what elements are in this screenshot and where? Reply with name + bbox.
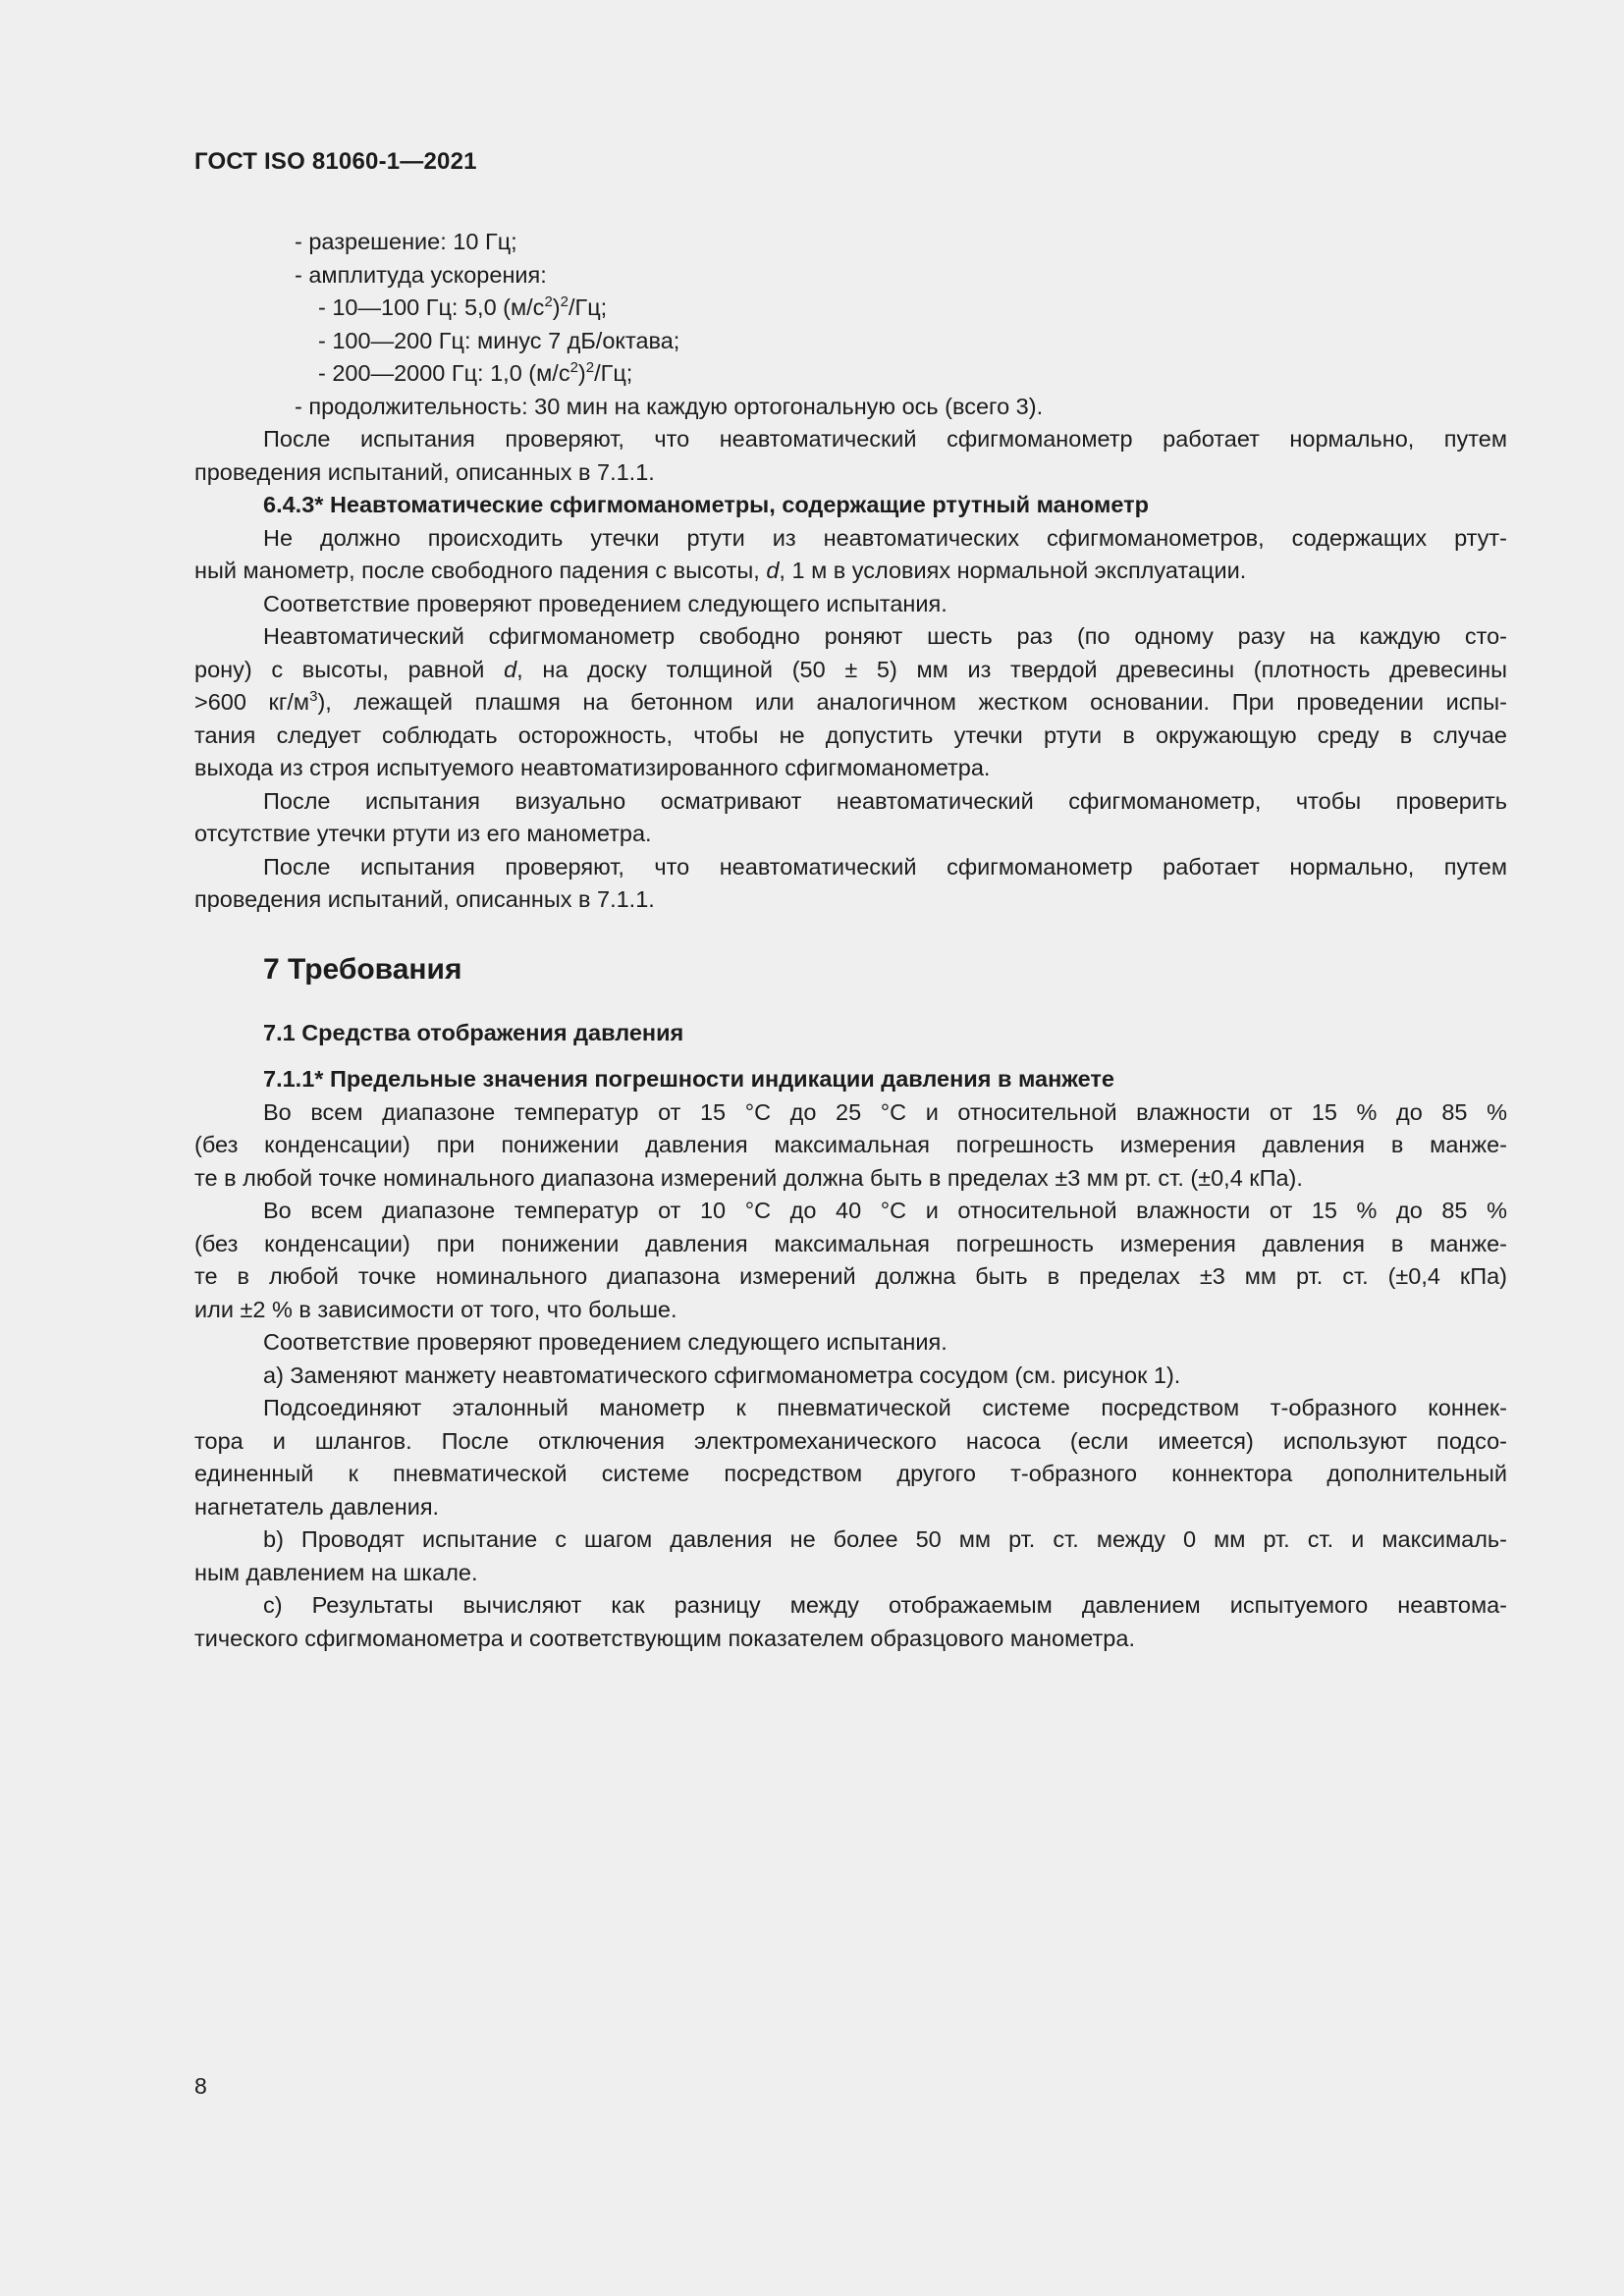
paragraph-line: Неавтоматический сфигмоманометр свободно роняют шесть раз (по одному разу на каждую сто- [263,623,1507,649]
paragraph-line: тания следует соблюдать осторожность, чтобы не допустить утечки ртути в окружающую среду в случае [194,721,1507,748]
paragraph-line: тического сфигмоманометра и соответствующим показателем образцового манометра. [194,1625,1135,1651]
paragraph-line: После испытания визуально осматривают неавтоматический сфигмоманометр, чтобы проверить [263,787,1507,814]
paragraph-line: проведения испытаний, описанных в 7.1.1. [194,886,655,912]
paragraph-line: Соответствие проверяют проведением следующего испытания. [263,590,947,616]
paragraph-line: те в любой точке номинального диапазона измерений должна быть в пределах ±3 мм рт. ст. (±0,4 кПа) [194,1263,1507,1289]
document-body [194,226,1507,1655]
paragraph-line: те в любой точке номинального диапазона измерений должна быть в пределах ±3 мм рт. ст. (±0,4 кПа). [194,1164,1303,1191]
paragraph-line: После испытания проверяют, что неавтоматический сфигмоманометр работает нормально, путем [263,853,1507,880]
paragraph-line: рону) с высоты, равной d, на доску толщиной (50 ± 5) мм из твердой древесины (плотность древесины [194,656,1507,682]
list-item: - разрешение: 10 Гц; [295,229,517,254]
paragraph-line: Подсоединяют эталонный манометр к пневматической системе посредством т-образного коннек- [263,1395,1507,1420]
paragraph-line: После испытания проверяют, что неавтоматический сфигмоманометр работает нормально, путем [263,426,1507,452]
paragraph-line: тора и шлангов. После отключения электромеханического насоса (если имеется) используют подсо- [194,1427,1507,1454]
list-item: - 10—100 Гц: 5,0 $(м/с^2)^2/Гц$; [318,294,608,320]
section-heading-7-1: 7.1 Средства отображения давления [263,1019,684,1045]
paragraph-line: отсутствие утечки ртути из его манометра. [194,821,652,846]
paragraph-line: ным давлением на шкале. [194,1559,478,1585]
paragraph-line: (без конденсации) при понижении давления максимальная погрешность измерения давления в манже- [194,1132,1507,1157]
paragraph-line: проведения испытаний, описанных в 7.1.1. [194,458,655,485]
paragraph-line: >600 $кг/м^3$), лежащей плашмя на бетонном или аналогичном жестком основании. При проведении испы- [194,688,1507,715]
list-item: - амплитуда ускорения: [295,261,547,288]
document-header: ГОСТ ISO 81060-1—2021 [194,148,477,175]
section-heading-7-1-1: 7.1.1* Предельные значения погрешности индикации давления в манжете [263,1066,1114,1092]
paragraph-line: нагнетатель давления. [194,1493,440,1520]
paragraph-line: выхода из строя испытуемого неавтоматизированного сфигмоманометра. [194,755,991,780]
paragraph-line: Не должно происходить утечки ртути из неавтоматических сфигмоманометров, содержащих ртут- [263,524,1507,551]
paragraph-line: (без конденсации) при понижении давления максимальная погрешность измерения давления в манже- [194,1230,1507,1256]
paragraph-line: или ±2 % в зависимости от того, что больше. [194,1296,677,1322]
list-item: - продолжительность: 30 мин на каждую ортогональную ось (всего 3). [295,393,1044,419]
list-item: - 100—200 Гц: минус 7 дБ/октава; [318,327,680,353]
paragraph-line: a) Заменяют манжету неавтоматического сфигмоманометра сосудом (см. рисунок 1). [263,1362,1181,1388]
section-heading-7: 7 Требования [263,952,462,986]
paragraph-line: Во всем диапазоне температур от 10 °С до 40 °С и относительной влажности от 15 % до 85 % [263,1198,1507,1223]
paragraph-line: c) Результаты вычисляют как разницу между отображаемым давлением испытуемого неавтома- [263,1592,1507,1618]
list-item: - 200—2000 Гц: 1,0 $(м/с^2)^2/Гц$; [318,359,633,386]
paragraph-line: Соответствие проверяют проведением следующего испытания. [263,1329,947,1355]
page-number: 8 [194,2073,207,2099]
paragraph-line: b) Проводят испытание с шагом давления не более 50 мм рт. ст. между 0 мм рт. ст. и максималь- [263,1526,1507,1552]
paragraph-line: ный манометр, после свободного падения с высоты, d, 1 м в условиях нормальной эксплуатации. [194,558,1247,583]
paragraph-line: Во всем диапазоне температур от 15 °С до 25 °С и относительной влажности от 15 % до 85 % [263,1098,1507,1125]
section-heading-6-4-3: 6.4.3* Неавтоматические сфигмоманометры, содержащие ртутный манометр [263,492,1149,517]
paragraph-line: единенный к пневматической системе посредством другого т-образного коннектора дополнительный [194,1461,1507,1486]
